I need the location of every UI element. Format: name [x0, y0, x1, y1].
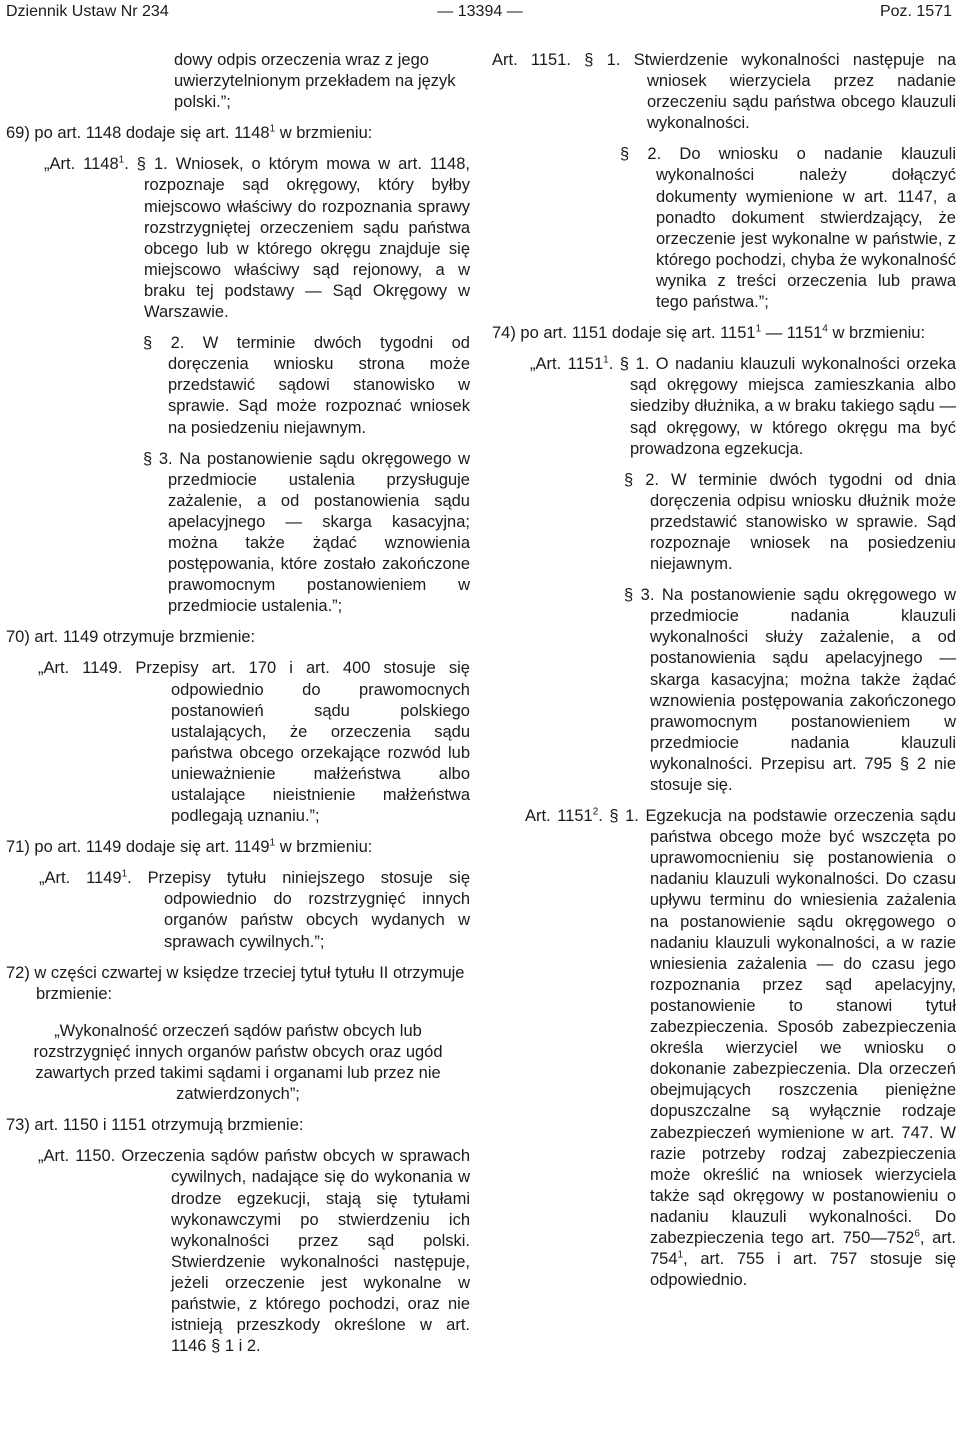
article-1150: „Art. 1150. Orzeczenia sądów państw obcych w sprawach cywilnych, nadające się do wykonania w drodze egzekucji, stają się tytułami wykonawczymi po stwierdzeniu ich wykonalności przez sąd polski. Stwierdzenie wykonalności następuje, jeżeli orzeczenie jest wykonalne w państwie, z którego pochodzi, oraz nie istnieją przeszkody określone w art. 1146 § 1 i 2. [38, 1147, 470, 1356]
article-1148-1-par-3: § 3. Na postanowienie sądu okręgowego w przedmiocie ustalenia przysługuje zażalenie, a od postanowienia sądu apelacyjnego — skarga kasacyjna; można także żądać wznowienia postępowania, które zostało zakończone prawomocnym postanowieniem w przedmiocie ustalenia.”; [143, 449, 470, 616]
amendment-item-71: 71) po art. 1149 dodaje się art. 1149$^1$ w brzmieniu: [6, 837, 373, 857]
right-column [492, 50, 956, 1291]
page-header [0, 0, 960, 28]
title-heading: „Wykonalność orzeczeń sądów państw obcych lub rozstrzygnięć innych organów państw obcych oraz ugód zawartych przed takimi sądami i organami lub przez nie zatwierdzonych”; [33, 1021, 443, 1104]
amendment-item-69: 69) po art. 1148 dodaje się art. 1148$^1$ w brzmieniu: [6, 123, 373, 143]
amendment-item-73: 73) art. 1150 i 1151 otrzymują brzmienie: [6, 1116, 304, 1135]
article-1151-1-par-2: § 2. W terminie dwóch tygodni od dnia doręczenia odpisu wniosku dłużnik może przedstawić stanowisko w sprawie. Sąd rozpoznaje wniosek na posiedzeniu niejawnym. [624, 470, 956, 574]
amendment-item-72: 72) w części czwartej w księdze trzeciej tytuł tytułu II otrzymuje brzmienie: [6, 963, 465, 1003]
page-number: — 13394 — [437, 3, 523, 20]
article-1148-1-par-1: „Art. 1148$^1$. § 1. Wniosek, o którym mowa w art. 1148, rozpoznaje sąd okręgowy, który byłby miejscowo właściwy do rozpoznania sprawy rozstrzygniętej orzeczeniem sądu państwa obcego lub w którego okręgu znajduje się miejscowo właściwy sąd rejonowy, a w braku tej podstawy — Sąd Okręgowy w Warszawie. [44, 154, 470, 322]
article-1149: „Art. 1149. Przepisy art. 170 i art. 400 stosuje się odpowiednio do prawomocnych postanowień sądu polskiego ustalających, że orzeczenia sądu państwa obcego orzekające rozwód lub unieważnienie małżeństwa albo ustalające nieistnienie małżeństwa podlegają uznaniu.”; [38, 659, 470, 826]
left-column [6, 50, 470, 1357]
article-1151-1-par-3: § 3. Na postanowienie sądu okręgowego w przedmiocie nadania klauzuli wykonalności służy zażalenie, a od postanowienia sądu apelacyjnego — skarga kasacyjna; można także żądać wznowienia postępowania zakończonego prawomocnym postanowieniem w przedmiocie nadania klauzuli wykonalności. Przepisu art. 795 § 2 nie stosuje się. [624, 586, 956, 794]
article-1151-1-par-1: „Art. 1151$^1$. § 1. O nadaniu klauzuli wykonalności orzeka sąd okręgowy miejsca zamieszkania albo siedziby dłużnika, a w braku takiego sądu — sąd okręgowy, w którego okręgu ma być prowadzona egzekucja. [530, 354, 956, 458]
article-1149-1: „Art. 1149$^1$. Przepisy tytułu niniejszego stosuje się odpowiednio do rozstrzygnięć innych organów państw obcych wydanych w sprawach cywilnych.”; [39, 868, 470, 951]
article-1151-par-1: Art. 1151. § 1. Stwierdzenie wykonalności następuje na wniosek wierzyciela przez nadanie orzeczeniu sądu państwa obcego klauzuli wykonalności. [492, 51, 956, 133]
amendment-item-70: 70) art. 1149 otrzymuje brzmienie: [6, 628, 256, 647]
position-number: Poz. 1571 [879, 3, 952, 20]
article-1148-1-par-2: § 2. W terminie dwóch tygodni od doręczenia wniosku strona może przedstawić sądowi stanowisko w sprawie. Sąd może rozpoznać wniosek na posiedzeniu niejawnym. [143, 334, 470, 437]
journal-title: Dziennik Ustaw Nr 234 [6, 3, 169, 20]
amendment-item-74: 74) po art. 1151 dodaje się art. 1151$^1$ — 1151$^4$ w brzmieniu: [492, 323, 926, 343]
paragraph: dowy odpis orzeczenia wraz z jego uwierzytelnionym przekładem na język polski.”; [174, 51, 456, 112]
article-1151-2-par-1: Art. 1151$^2$. § 1. Egzekucja na podstawie orzeczenia sądu państwa obcego może być wszczęta po uprawomocnieniu się postanowienia o nadaniu klauzuli wykonalności. Do czasu upływu terminu do wniesienia zażalenia na postanowienie sądu okręgowego o nadaniu klauzuli wykonalności, a w razie wniesienia zażalenia — do czasu jego rozpoznania przez sąd apelacyjny, postanowienie to stanowi tytuł zabezpieczenia. Sposób zabezpieczenia określa wierzyciel we wniosku o dokonanie zabezpieczenia. Dla orzeczeń obejmujących roszczenia pieniężne dopuszczalne są wyłącznie rodzaje zabezpieczeń wymienione w art. 747. W razie potrzeby rodzaj zabezpieczenia może określić na wniosek wierzyciela także sąd okręgowy w postanowieniu o nadaniu klauzuli wykonalności. Do zabezpieczenia tego art. $750—752^6$, art. $754^1$, art. 755 i art. 757 stosuje się odpowiednio. [525, 806, 957, 1290]
article-1151-par-2: § 2. Do wniosku o nadanie klauzuli wykonalności należy dołączyć dokumenty wymienione w art. 1147, a ponadto dokument stwierdzający, że orzeczenie jest wykonalne w państwie, z którego pochodzi, chyba że wykonalność wynika z treści orzeczenia lub prawa tego państwa.”; [620, 145, 956, 312]
